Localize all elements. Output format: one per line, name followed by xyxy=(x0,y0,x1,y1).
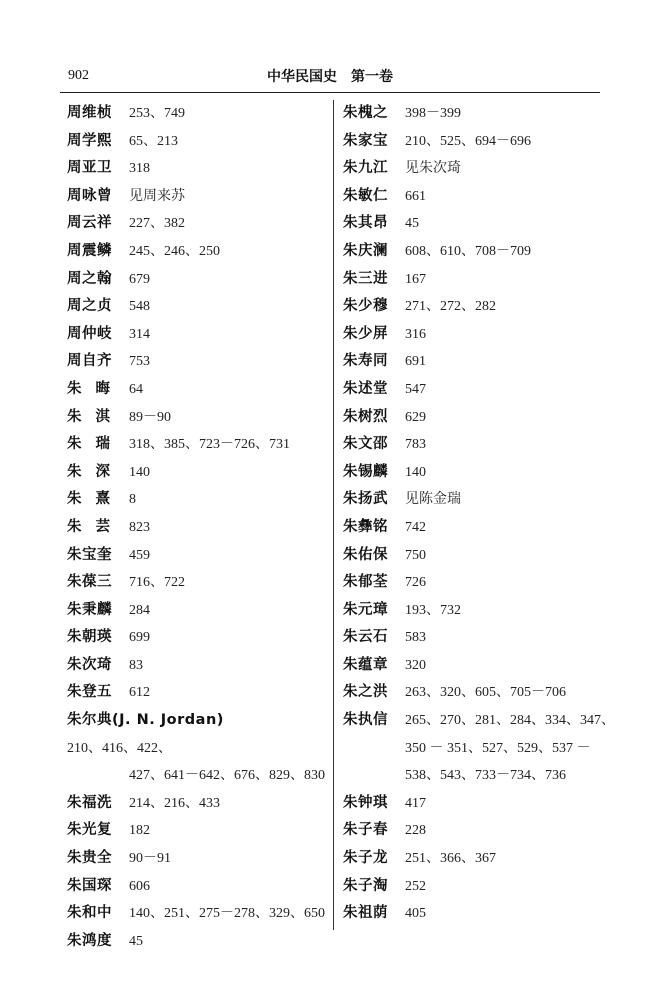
index-entry xyxy=(343,128,601,156)
index-entry xyxy=(67,238,329,266)
index-entry xyxy=(67,569,329,597)
page-ref-line: 65、213 xyxy=(129,133,178,149)
entry-name: 朱子淘 xyxy=(343,877,388,894)
entry-name: 朱贵全 xyxy=(67,850,112,867)
entry-pages xyxy=(129,183,185,211)
column-divider xyxy=(333,100,334,930)
entry-pages xyxy=(129,293,150,321)
page-ref-line: 691 xyxy=(405,354,426,370)
page-ref-line: 699 xyxy=(129,630,150,646)
entry-pages xyxy=(129,652,143,680)
entry-pages xyxy=(405,707,615,790)
entry-pages xyxy=(129,900,325,928)
page-ref-line: 350 － 351、527、529、537 － xyxy=(405,740,591,756)
entry-name: 朱芸 xyxy=(67,518,124,535)
page-ref-line: 210、416、422、 xyxy=(67,740,172,756)
entry-name: 朱佑保 xyxy=(343,546,388,563)
page-ref-line: 见朱次琦 xyxy=(405,161,461,177)
index-column-right xyxy=(343,100,615,928)
page-ref-line: 316 xyxy=(405,326,426,342)
entry-name: 朱子春 xyxy=(343,822,388,839)
page-ref-line: 210、525、694－696 xyxy=(405,133,531,149)
entry-name: 朱家宝 xyxy=(343,132,388,149)
index-entry xyxy=(343,155,601,183)
page-ref-line: 661 xyxy=(405,188,426,204)
entry-pages xyxy=(129,459,150,487)
index-entry xyxy=(67,376,329,404)
index-entry xyxy=(67,459,329,487)
index-entry xyxy=(343,873,601,901)
index-entry xyxy=(343,293,601,321)
entry-name: 朱云石 xyxy=(343,629,388,646)
index-column-left xyxy=(67,100,329,955)
entry-name: 朱国琛 xyxy=(67,877,112,894)
index-entry xyxy=(67,790,329,818)
page-ref-line: 318、385、723－726、731 xyxy=(129,437,290,453)
page-ref-line: 398－399 xyxy=(405,106,461,121)
page-ref-line: 64 xyxy=(129,381,143,397)
page-ref-line: 606 xyxy=(129,878,150,894)
page-ref-line: 742 xyxy=(405,519,426,535)
entry-name: 周震鳞 xyxy=(67,242,112,259)
entry-pages xyxy=(405,569,426,597)
entry-pages xyxy=(129,100,185,128)
page-ref-line: 459 xyxy=(129,547,150,563)
running-title: 中华民国史 第一卷 xyxy=(267,69,393,85)
entry-name: 朱彝铭 xyxy=(343,518,388,535)
page-ref-line: 252 xyxy=(405,878,426,894)
index-entry xyxy=(343,348,601,376)
page-ref-line: 45 xyxy=(405,216,419,232)
page-ref-line: 629 xyxy=(405,409,426,425)
entry-pages xyxy=(405,321,426,349)
entry-pages xyxy=(129,128,178,156)
entry-name: 朱葆三 xyxy=(67,574,112,591)
index-entry xyxy=(343,569,601,597)
page-ref-line: 228 xyxy=(405,823,426,839)
page-ref-line: 320 xyxy=(405,657,426,673)
page-ref-line: 214、216、433 xyxy=(129,795,220,811)
entry-name: 朱光复 xyxy=(67,822,112,839)
index-entry xyxy=(67,128,329,156)
index-entry xyxy=(343,459,601,487)
entry-pages xyxy=(129,321,150,349)
index-entry xyxy=(67,348,329,376)
page-ref-line: 45 xyxy=(129,933,143,949)
entry-pages xyxy=(405,597,461,625)
entry-pages xyxy=(405,486,461,514)
entry-name: 周维桢 xyxy=(67,105,112,121)
entry-pages xyxy=(405,155,461,183)
page-ref-line: 612 xyxy=(129,685,150,701)
entry-pages xyxy=(405,459,426,487)
entry-name: 朱尔典(J. N. Jordan) xyxy=(67,712,224,729)
entry-name: 朱祖荫 xyxy=(343,905,388,922)
entry-name: 朱次琦 xyxy=(67,656,112,673)
entry-name: 朱敏仁 xyxy=(343,187,388,204)
index-entry xyxy=(343,238,601,266)
page-ref-line: 427、641－642、676、829、830 xyxy=(129,768,325,784)
entry-pages xyxy=(129,542,150,570)
index-entry xyxy=(67,873,329,901)
page-ref-line: 140 xyxy=(405,464,426,480)
entry-name: 周之贞 xyxy=(67,298,112,315)
index-entry xyxy=(343,486,601,514)
entry-pages xyxy=(129,431,290,459)
index-entry xyxy=(67,845,329,873)
entry-pages xyxy=(129,266,150,294)
index-entry xyxy=(67,514,329,542)
entry-pages xyxy=(129,679,150,707)
entry-name: 朱子龙 xyxy=(343,850,388,867)
entry-name: 朱锡麟 xyxy=(343,463,388,480)
index-entry xyxy=(67,321,329,349)
entry-pages xyxy=(129,597,150,625)
entry-pages xyxy=(405,652,426,680)
index-entry xyxy=(67,900,329,928)
entry-name: 朱其昂 xyxy=(343,215,388,232)
page-ref-line: 253、749 xyxy=(129,106,185,121)
page-ref-line: 8 xyxy=(129,492,136,508)
page-ref-line: 823 xyxy=(129,519,150,535)
index-entry xyxy=(343,542,601,570)
entry-name: 朱述堂 xyxy=(343,380,388,397)
entry-pages xyxy=(129,790,220,818)
entry-name: 朱九江 xyxy=(343,160,388,177)
entry-pages xyxy=(405,404,426,432)
entry-pages xyxy=(405,210,419,238)
entry-name: 朱鸿度 xyxy=(67,932,112,949)
index-entry xyxy=(67,679,329,707)
index-entry xyxy=(67,817,329,845)
page-ref-line: 547 xyxy=(405,381,426,397)
page-ref-line: 716、722 xyxy=(129,575,185,591)
index-entry xyxy=(343,514,601,542)
index-entry xyxy=(67,928,329,956)
index-entry xyxy=(343,707,615,790)
entry-pages xyxy=(405,293,496,321)
page-ref-line: 726 xyxy=(405,575,426,591)
page-ref-line: 284 xyxy=(129,602,150,618)
index-entry xyxy=(67,597,329,625)
entry-name: 周自齐 xyxy=(67,353,112,370)
index-entry xyxy=(67,542,329,570)
entry-name: 朱元璋 xyxy=(343,601,388,618)
entry-name: 朱树烈 xyxy=(343,408,388,425)
index-entry xyxy=(343,183,601,211)
page-ref-line: 140、251、275－278、329、650 xyxy=(129,906,325,922)
entry-pages xyxy=(129,624,150,652)
index-entry xyxy=(343,817,601,845)
index-entry xyxy=(67,293,329,321)
entry-name: 朱之洪 xyxy=(343,684,388,701)
entry-pages xyxy=(405,128,531,156)
page-ref-line: 265、270、281、284、334、347、 xyxy=(405,713,615,729)
page-number: 902 xyxy=(68,68,89,83)
entry-name: 朱槐之 xyxy=(343,105,388,121)
entry-pages xyxy=(405,624,426,652)
index-entry xyxy=(67,707,329,790)
entry-name: 朱晦 xyxy=(67,380,124,397)
entry-pages xyxy=(129,928,143,956)
entry-name: 朱登五 xyxy=(67,684,112,701)
entry-name: 朱蕴章 xyxy=(343,656,388,673)
entry-name: 朱庆澜 xyxy=(343,242,388,259)
index-entry xyxy=(343,210,601,238)
page-ref-line: 227、382 xyxy=(129,216,185,232)
entry-pages xyxy=(129,817,150,845)
page-ref-line: 193、732 xyxy=(405,602,461,618)
entry-pages xyxy=(129,514,150,542)
entry-pages xyxy=(405,679,566,707)
entry-pages xyxy=(129,376,143,404)
page-ref-line: 140 xyxy=(129,464,150,480)
index-entry xyxy=(343,624,601,652)
entry-pages xyxy=(129,404,171,432)
page-ref-line: 167 xyxy=(405,271,426,287)
entry-pages xyxy=(405,348,426,376)
entry-name: 周云祥 xyxy=(67,215,112,232)
page-ref-line: 548 xyxy=(129,299,150,315)
page-ref-line: 251、366、367 xyxy=(405,851,496,867)
page-ref-line: 245、246、250 xyxy=(129,243,220,259)
entry-name: 朱钟琪 xyxy=(343,794,388,811)
entry-name: 朱郁荃 xyxy=(343,574,388,591)
entry-pages xyxy=(405,266,426,294)
entry-name: 周仲岐 xyxy=(67,325,112,342)
index-entry xyxy=(343,679,601,707)
entry-name: 朱淇 xyxy=(67,408,124,425)
page-ref-line: 417 xyxy=(405,795,426,811)
index-entry xyxy=(67,183,329,211)
index-entry xyxy=(67,266,329,294)
index-entry xyxy=(67,652,329,680)
page-ref-line: 83 xyxy=(129,657,143,673)
entry-name: 朱瑞 xyxy=(67,436,124,453)
entry-name: 朱宝奎 xyxy=(67,546,112,563)
page-ref-line: 314 xyxy=(129,326,150,342)
entry-pages xyxy=(405,873,426,901)
entry-name: 周之翰 xyxy=(67,270,112,287)
entry-name: 朱三进 xyxy=(343,270,388,287)
index-entry xyxy=(343,404,601,432)
entry-pages xyxy=(129,873,150,901)
entry-pages xyxy=(405,542,426,570)
page-ref-line: 见周来苏 xyxy=(129,188,185,204)
index-entry xyxy=(343,900,601,928)
page-ref-line: 见陈金瑞 xyxy=(405,492,461,508)
index-entry xyxy=(343,431,601,459)
entry-pages xyxy=(405,790,426,818)
entry-pages xyxy=(405,431,426,459)
entry-pages xyxy=(405,183,426,211)
entry-pages xyxy=(405,900,426,928)
page-ref-line: 318 xyxy=(129,161,150,177)
entry-name: 周亚卫 xyxy=(67,160,112,177)
entry-pages xyxy=(129,348,150,376)
entry-name: 朱熹 xyxy=(67,491,124,508)
entry-pages xyxy=(405,238,531,266)
entry-name: 周学熙 xyxy=(67,132,112,149)
entry-pages xyxy=(129,155,150,183)
entry-name: 朱寿同 xyxy=(343,353,388,370)
entry-name: 周咏曾 xyxy=(67,187,112,204)
entry-pages xyxy=(129,845,171,873)
entry-pages xyxy=(405,845,496,873)
entry-pages xyxy=(405,376,426,404)
index-entry xyxy=(67,624,329,652)
page-ref-line: 405 xyxy=(405,906,426,922)
page-ref-line: 679 xyxy=(129,271,150,287)
page-ref-line: 90－91 xyxy=(129,851,171,867)
entry-pages xyxy=(129,210,185,238)
entry-pages xyxy=(129,486,136,514)
page-ref-line: 753 xyxy=(129,354,150,370)
page-header xyxy=(60,62,600,93)
entry-name: 朱和中 xyxy=(67,905,112,922)
index-entry xyxy=(67,210,329,238)
index-entry xyxy=(343,597,601,625)
entry-pages xyxy=(405,514,426,542)
index-entry xyxy=(67,431,329,459)
entry-pages xyxy=(405,100,461,128)
index-entry xyxy=(67,155,329,183)
page-ref-line: 182 xyxy=(129,823,150,839)
entry-name: 朱秉麟 xyxy=(67,601,112,618)
page-ref-line: 538、543、733－734、736 xyxy=(405,768,566,784)
entry-pages xyxy=(129,569,185,597)
entry-name: 朱朝瑛 xyxy=(67,629,112,646)
index-entry xyxy=(343,100,601,128)
page-ref-line: 608、610、708－709 xyxy=(405,243,531,259)
index-entry xyxy=(343,266,601,294)
index-entry xyxy=(67,100,329,128)
page-ref-line: 750 xyxy=(405,547,426,563)
index-entry xyxy=(343,845,601,873)
entry-name: 朱扬武 xyxy=(343,491,388,508)
index-entry xyxy=(343,790,601,818)
entry-name: 朱文邵 xyxy=(343,436,388,453)
entry-name: 朱执信 xyxy=(343,712,388,729)
index-entry xyxy=(67,404,329,432)
page-ref-line: 263、320、605、705－706 xyxy=(405,685,566,701)
entry-pages xyxy=(405,817,426,845)
page-ref-line: 89－90 xyxy=(129,409,171,425)
entry-name: 朱深 xyxy=(67,463,124,480)
entry-name: 朱少穆 xyxy=(343,298,388,315)
entry-pages xyxy=(129,238,220,266)
index-entry xyxy=(343,652,601,680)
page-ref-line: 271、272、282 xyxy=(405,299,496,315)
page-ref-line: 783 xyxy=(405,437,426,453)
index-entry xyxy=(343,376,601,404)
entry-name: 朱少屏 xyxy=(343,325,388,342)
entry-name: 朱福洗 xyxy=(67,794,112,811)
index-entry xyxy=(343,321,601,349)
page-ref-line: 583 xyxy=(405,630,426,646)
index-entry xyxy=(67,486,329,514)
